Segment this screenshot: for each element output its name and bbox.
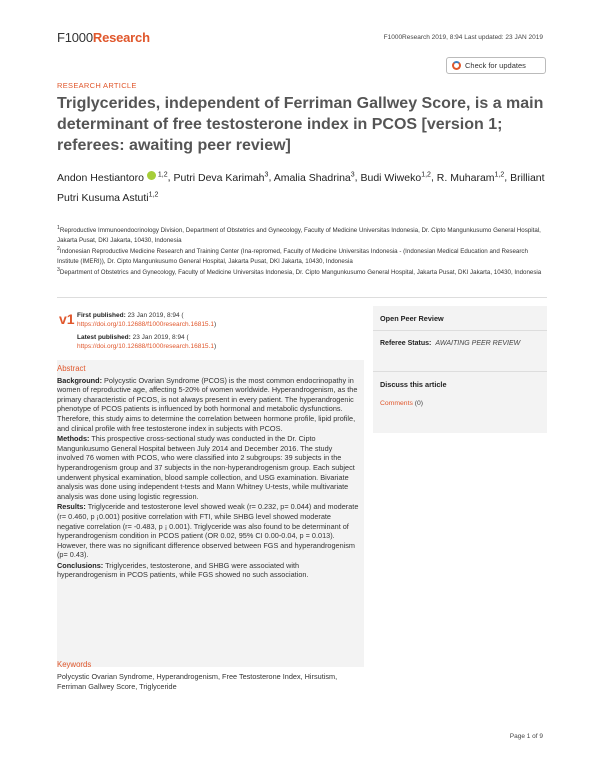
divider [57,297,547,298]
page-number: Page 1 of 9 [509,733,543,740]
logo-suffix: Research [92,30,150,45]
author[interactable]: Putri Deva Karimah$^3$ [173,171,269,184]
affiliation: $^2$Indonesian Reproductive Medicine Research and Training Center (Ina-repromed, Faculty of Medicine Universitas Indonesia - (Indonesian Medical Education and Research Institute (IMERI)), Dr. Cipto Mangunkusumo General Hospital, Jakarta Pusat, DKI Jakarta, 10430, Indonesia [57,246,528,265]
orcid-icon[interactable] [147,171,156,180]
article-type-label: RESEARCH ARTICLE [57,81,137,90]
version-badge: v1 [59,311,75,327]
affiliation: $^3$Department of Obstetrics and Gynecology, Faculty of Medicine Universitas Indonesia, Dr. Cipto Mangunkusumo General Hospital, Jakarta Pusat, DKI Jakarta, 10430, Indonesia [57,267,542,277]
abstract-heading: Abstract [57,364,86,373]
f1000research-logo [57,30,150,45]
discuss-title: Discuss this article [380,380,447,389]
sidebar-divider [373,371,547,372]
author-list: Andon Hestiantoro $^{1,2}$, Putri Deva Karimah$^3$, Amalia Shadrina$^3$, Budi Wiweko$^{1,2}$, R. Muharam$^{1,2}$, Brilliant Putri Kusuma Astuti$^{1,2}$ [57,171,545,204]
abstract-background-section: Background: Polycystic Ovarian Syndrome (PCOS) is the most common endocrinopathy in women of reproductive age, affecting 5-20% of women worldwide. Hyperandrogenism, as the primary characteristic of PCOS, is not always present in every patient. The hyperandrogenic phenotype of PCOS patients is influenced by both hormonal and metabolic dysfunctions. Therefore, this study aims to determine the correlation between hormone profile, lipid profile, and clinical profile with free testosterone index in subjects with PCOS. [57,375,358,433]
abstract [57,364,360,581]
check-updates-button[interactable] [446,57,546,74]
check-updates-label: Check for updates [465,61,526,70]
author[interactable]: Brilliant Putri Kusuma Astuti$^{1,2}$ [57,171,545,204]
author[interactable]: Budi Wiweko$^{1,2}$ [360,171,431,184]
keywords-text: Polycystic Ovarian Syndrome, Hyperandrogenism, Free Testosterone Index, Hirsutism, Ferriman Gallwey Score, Triglyceride [57,672,338,691]
comments-link[interactable]: Comments [380,400,413,407]
abstract-methods-section: Methods: This prospective cross-sectional study was conducted in the Dr. Cipto Mangunkusumo General Hospital between July 2014 and December 2016. The study involved 76 women with PCOS, who were classified into 2 subgroups: 39 subjects in the hyperandrogenism group and 37 subjects in the non-hyperandrogenism group. Each subject underwent physical examination, blood sample collection, and USG examination. Bivariate analysis was done using independent t-tests and Mann Whitney U-tests, while multivariate analysis was done using logistic regression. [57,434,355,501]
peer-review-sidebar [373,306,547,433]
abstract-conclusions-section: Conclusions: Triglycerides, testosterone, and SHBG were associated with hyperandrogenism in PCOS patients, while FGS showed no such association. [57,560,309,580]
comments: Comments (0) [380,400,424,407]
crossmark-icon [452,61,461,70]
abstract-results-section: Results: Triglyceride and testosterone level showed weak (r= 0.232, p= 0.044) and moderate (r= 0.460, p ¡0.001) positive correlation with FTI, while SHBG level showed moderate negative correlation (r= -0.483, p ¡ 0.001). Triglyceride was also found to be determinant of hyperandrogenism condition in PCOS patient (OR 0.02, 95% CI 0.00-0.04, p = 0.013). However, there was no significant difference observed between FGS and hyperandrogenism (p= 0.43). [57,502,359,560]
author[interactable]: Andon Hestiantoro $^{1,2}$ [57,171,168,184]
first-doi-link[interactable]: https://doi.org/10.12688/f1000research.16815.1 [77,321,214,328]
logo-prefix: F1000 [57,30,93,45]
latest-doi-link[interactable]: https://doi.org/10.12688/f1000research.16815.1 [77,343,214,350]
affiliations [57,224,547,278]
author[interactable]: R. Muharam$^{1,2}$ [436,171,505,184]
keywords [57,660,360,692]
first-published: First published: 23 Jan 2019, 8:94 ( https://doi.org/10.12688/f1000research.16815.1) [77,312,217,328]
article-title: Triglycerides, independent of Ferriman Gallwey Score, is a main determinant of free testosterone index in PCOS [version 1; referees: awaiting peer review] [57,95,544,154]
affiliation: $^1$Reproductive Immunoendocrinology Division, Department of Obstetrics and Gynecology, Faculty of Medicine Universitas Indonesia, Dr. Cipto Mangunkusumo General Hospital, Jakarta Pusat, DKI Jakarta, 10430, Indonesia [57,225,541,244]
article-meta: F1000Research 2019, 8:94 Last updated: 23 JAN 2019 [383,34,543,41]
sidebar-divider [373,330,547,331]
referee-status: Referee Status: AWAITING PEER REVIEW [380,340,521,347]
latest-published: Latest published: 23 Jan 2019, 8:94 ( https://doi.org/10.12688/f1000research.16815.1) [77,334,217,350]
author[interactable]: Amalia Shadrina$^3$ [273,171,355,184]
open-peer-review-title: Open Peer Review [380,314,444,323]
keywords-heading: Keywords [57,660,92,669]
